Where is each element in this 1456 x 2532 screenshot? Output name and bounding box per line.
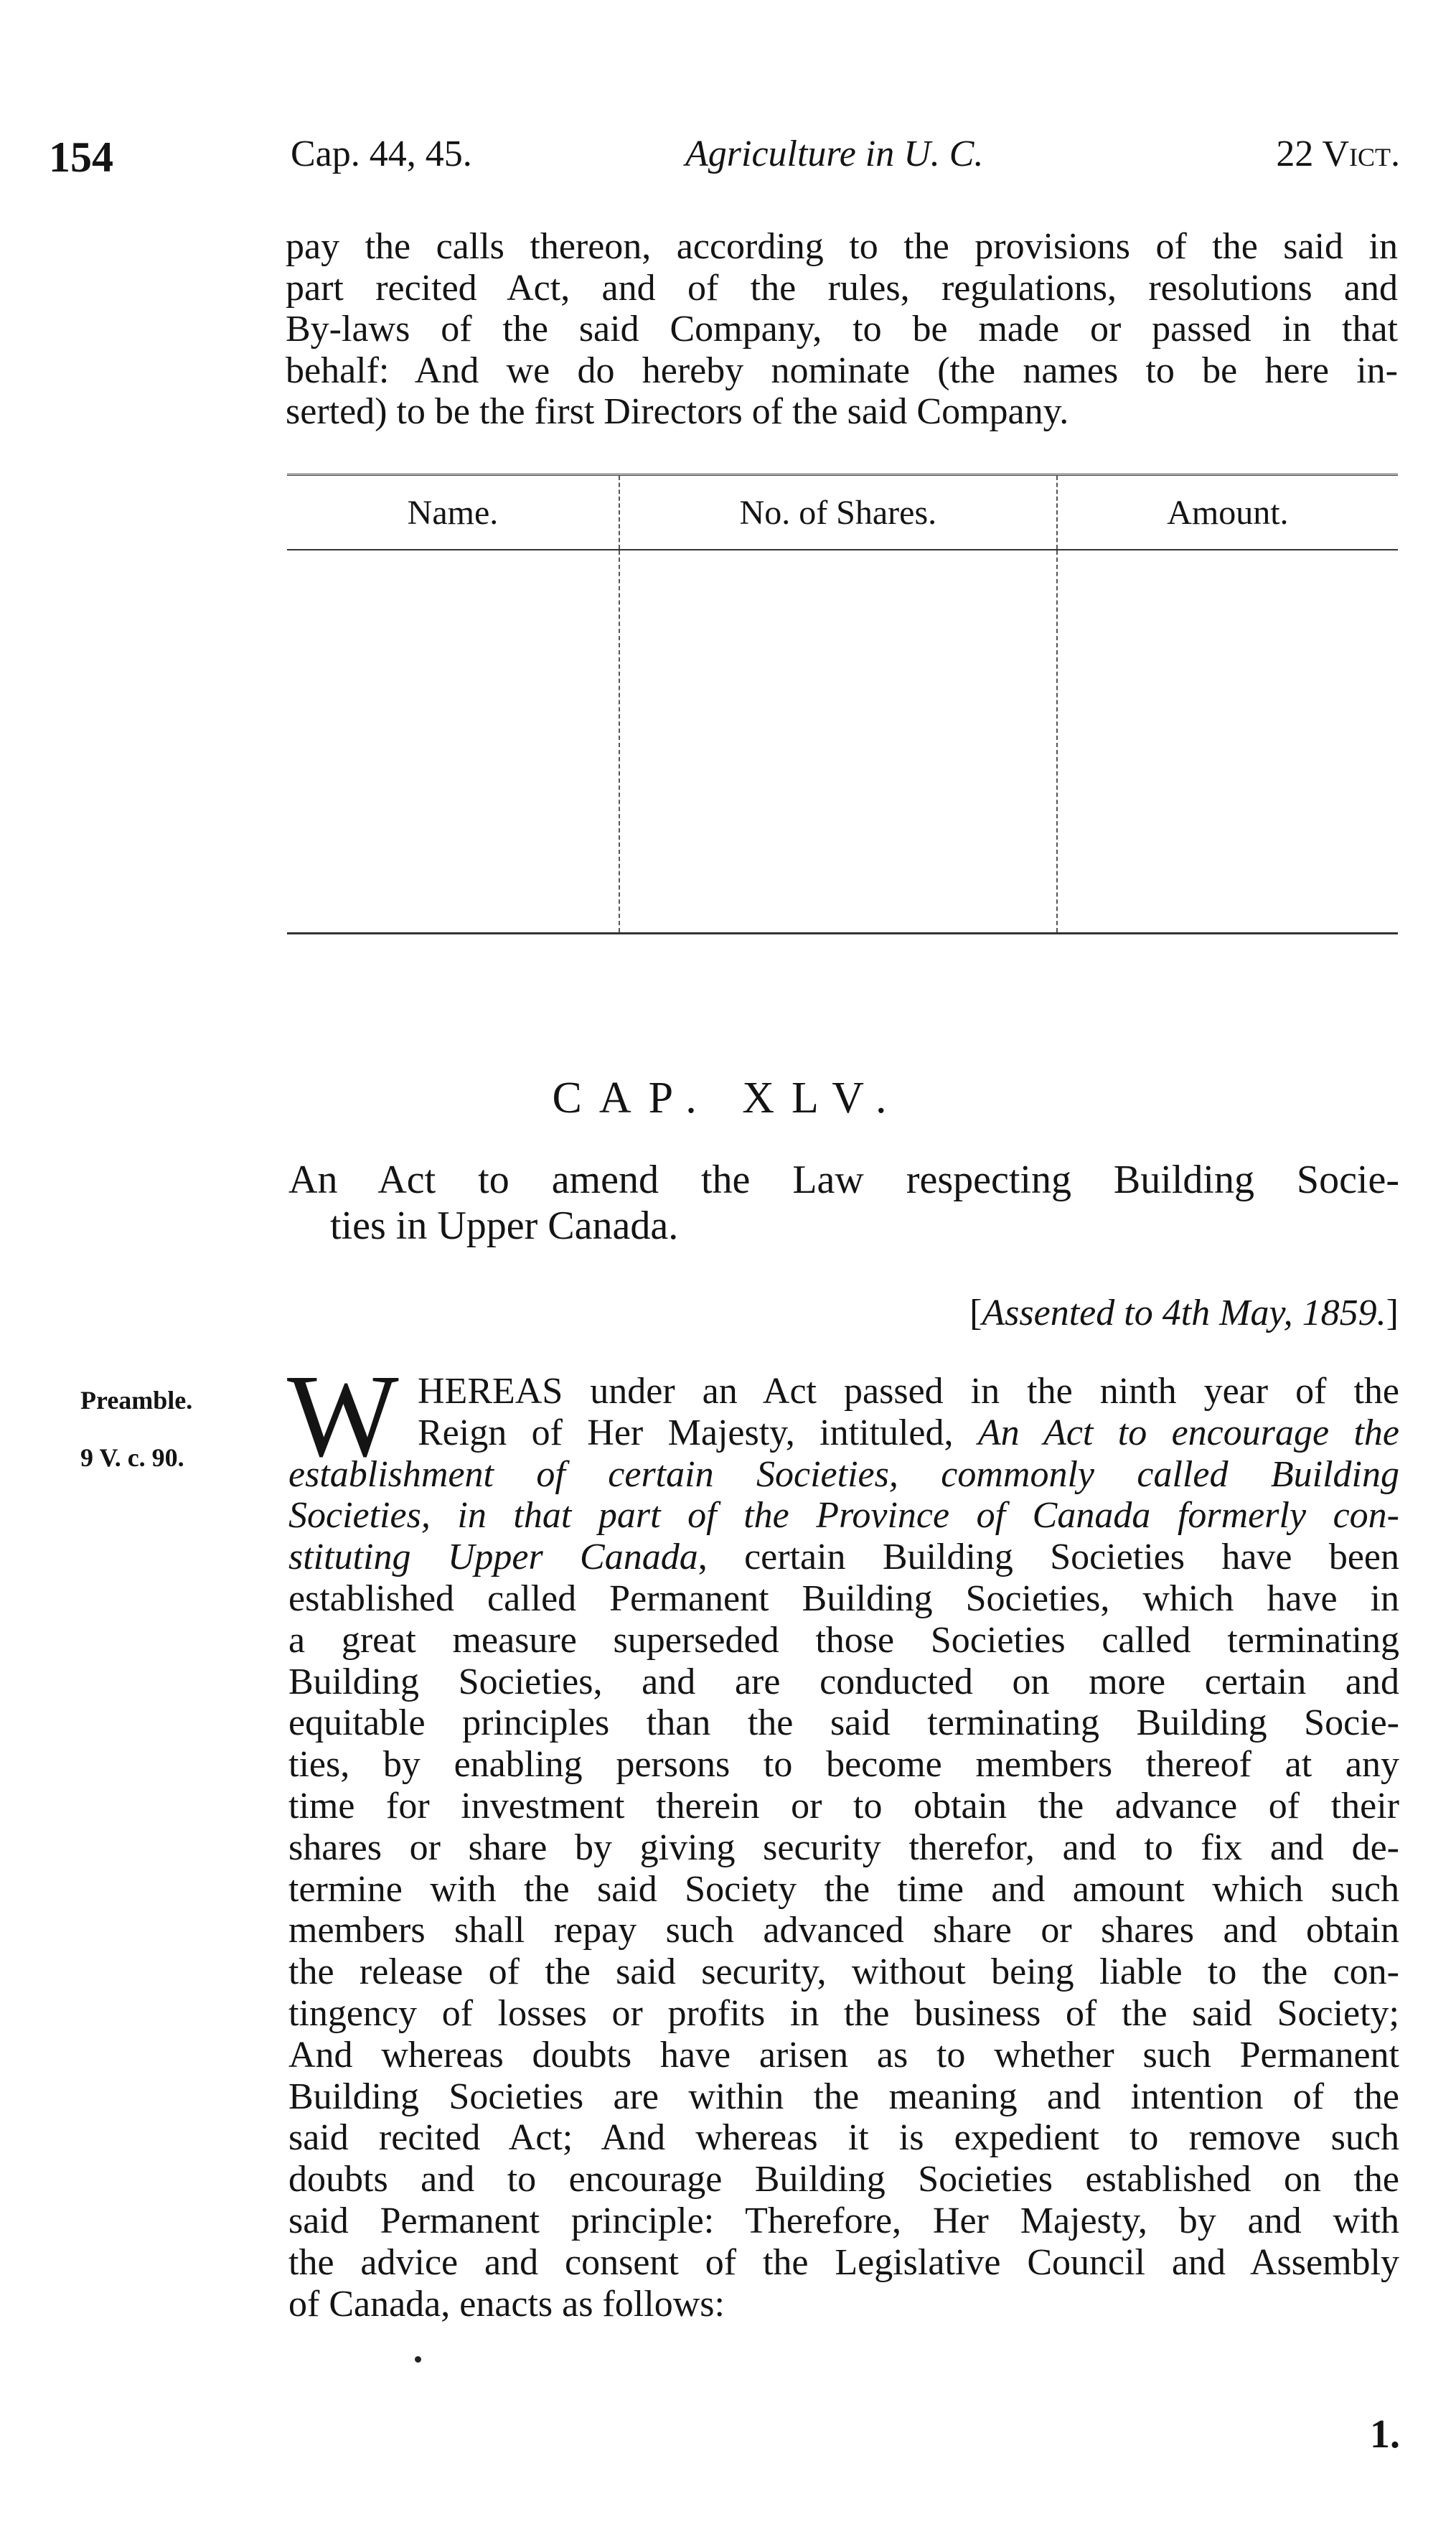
text-line: said recited Act; And whereas it is expedient to remove such [288,2117,1399,2159]
drop-cap: W [287,1350,399,1481]
text-line: HEREAS under an Act passed in the ninth year of the [418,1371,1399,1412]
table-header-row [287,475,1398,550]
assent-text: Assented to 4th May, 1859. [982,1293,1386,1333]
act-title-line: ties in Upper Canada. [330,1204,679,1248]
assent-date [969,1292,1399,1334]
act-name-italic: establishment of certain Societies, commonly called Building [288,1453,1399,1495]
text-line: And whereas doubts have arisen as to whether such Permanent [288,2034,1399,2076]
text-line: the release of the said security, without being liable to the con- [288,1951,1399,1993]
preamble-paragraph [288,1371,1399,2325]
text-line: shares or share by giving security therefor, and to fix and de- [288,1827,1399,1868]
text-line: behalf: And we do hereby nominate (the names to be here in- [286,350,1398,391]
chapter-heading: CAP. XLV. [552,1074,904,1122]
chapter-reference: Cap. 44, 45. [291,133,472,174]
text-line: serted) to be the first Directors of the said Company. [286,391,1069,432]
text-line: pay the calls thereon, according to the provisions of the said in [286,226,1398,267]
assent-open-bracket: [ [969,1293,982,1333]
text-line: stituting Upper Canada, certain Building Societies have been [288,1537,1399,1578]
text-line: the advice and consent of the Legislative Council and Assembly [288,2241,1399,2283]
margin-note-statute: 9 V. c. 90. [80,1443,184,1472]
text-line: said Permanent principle: Therefore, Her Majesty, by and with [288,2200,1399,2241]
regnal-year: 22 Vict. [1276,133,1400,174]
directors-table [287,474,1398,934]
text-line [288,1454,1399,1496]
text-line: part recited Act, and of the rules, regulations, resolutions and [286,267,1398,309]
table-cell [287,550,619,934]
act-title-line: An Act to amend the Law respecting Building Socie- [288,1158,1399,1202]
text-line: established called Permanent Building Societies, which have in [288,1577,1399,1619]
text-line: doubts and to encourage Building Societies established on the [288,2159,1399,2200]
catchword: 1. [1370,2412,1400,2457]
ink-dot [415,2356,421,2363]
act-name-italic: stituting Upper Canada [288,1537,698,1578]
text-line: Building Societies, and are conducted on more certain and [288,1661,1399,1702]
text-line: of Canada, enacts as follows: [288,2283,725,2325]
text-line: time for investment therein or to obtain the advance of their [288,1785,1399,1827]
text-line: tingency of losses or profits in the business of the said Society; [288,1992,1399,2034]
text-line [288,1495,1399,1537]
table-cell [619,550,1057,934]
text-line: equitable principles than the said terminating Building Socie- [288,1702,1399,1744]
assent-close-bracket: ] [1386,1293,1399,1333]
table-row [287,550,1398,934]
column-header-amount: Amount. [1057,475,1398,550]
running-header [0,133,1456,197]
table-cell [1057,550,1398,934]
column-header-name: Name. [287,475,619,550]
text-line: members shall repay such advanced share or shares and obtain [288,1910,1399,1951]
continuation-paragraph [286,226,1398,433]
act-name-italic: An Act to encourage the [977,1412,1399,1453]
text-line: Reign of Her Majesty, intituled, An Act to encourage the [418,1412,1399,1453]
running-title: Agriculture in U. C. [685,133,984,174]
act-name-italic: Societies, in that part of the Province of Canada formerly con- [288,1495,1399,1537]
page-number: 154 [49,133,113,181]
margin-note-preamble: Preamble. [80,1386,193,1415]
text-line: ties, by enabling persons to become members thereof at any [288,1744,1399,1786]
text-line: Building Societies are within the meaning and intention of the [288,2076,1399,2117]
text-line: a great measure superseded those Societies called terminating [288,1619,1399,1661]
text-line: termine with the said Society the time and amount which such [288,1868,1399,1910]
column-header-shares: No. of Shares. [619,475,1057,550]
act-title [288,1157,1399,1249]
text-line: By-laws of the said Company, to be made or passed in that [286,309,1398,350]
